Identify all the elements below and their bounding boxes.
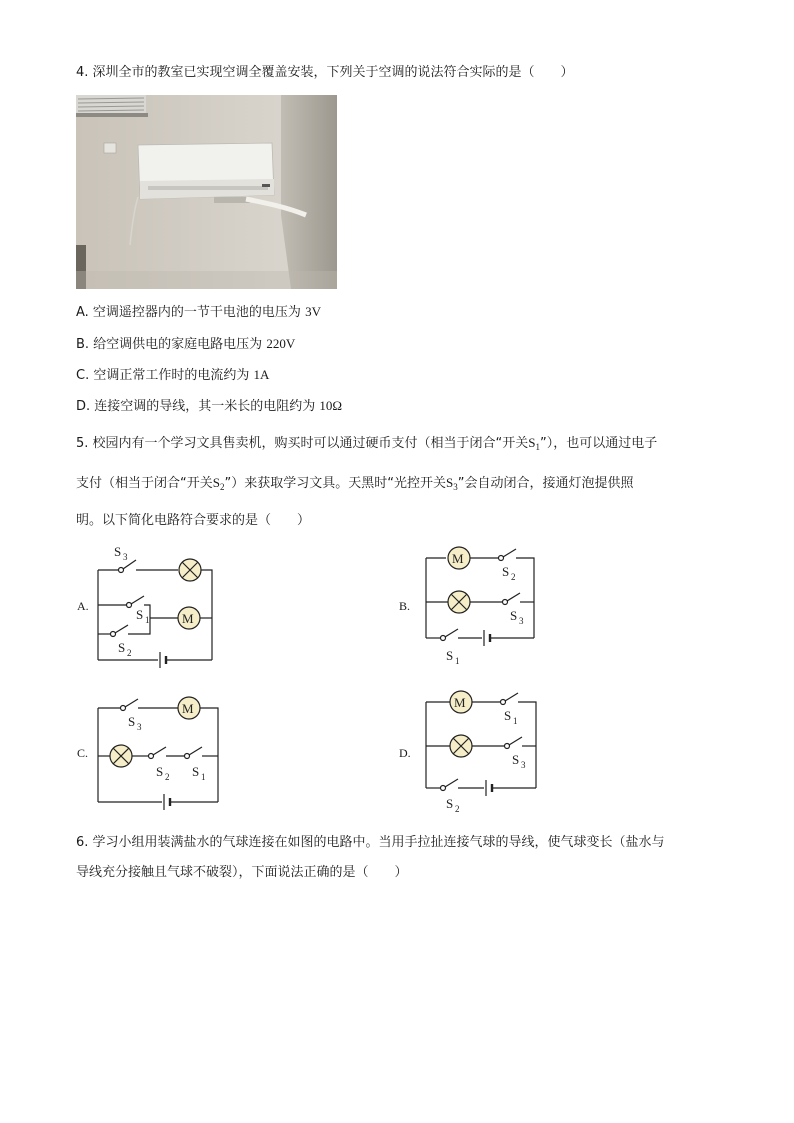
q6-line-2: 导线充分接触且气球不破裂），下面说法正确的是（ ） [76,865,408,880]
q5-text: ”会自动闭合，接通灯泡提供照 [457,476,634,491]
circuit-b-s3-sub: 3 [519,616,524,626]
switch-letter: S [445,475,454,490]
q4-option-a-text: A. 空调遥控器内的一节干电池的电压为 [76,305,301,320]
q5-line-2 [76,474,633,496]
circuit-a [90,540,230,670]
circuit-a-s2-letter: S [118,640,126,655]
circuit-a-motor: M [182,611,194,626]
circuit-b-s3-letter: S [510,608,518,623]
q5-line-3: 明。以下简化电路符合要求的是（ ） [76,513,311,528]
q4-stem: 4. 深圳全市的教室已实现空调全覆盖安装，下列关于空调的说法符合实际的是（ ） [76,65,574,80]
q4-option-d-text: D. 连接空调的导线，其一米长的电阻约为 [76,399,316,414]
q5-text: ”）来获取学习文具。天黑时“光控开关 [224,476,446,491]
circuit-c-s1-sub: 1 [201,772,206,782]
circuit-c-label[interactable]: C. [77,746,89,760]
air-conditioner-photo [76,95,337,289]
circuit-a-s1-letter: S [136,607,144,622]
q4-option-a[interactable] [76,303,321,322]
circuit-c-s2-sub: 2 [165,772,170,782]
switch-sub: 2 [219,482,225,492]
q5-text: 支付（相当于闭合“开关 [76,476,213,491]
q4-option-b[interactable] [76,335,295,354]
circuit-b-label[interactable]: B. [399,599,411,613]
switch-sub: 3 [453,482,458,492]
circuit-a-s2-sub: 2 [127,648,132,658]
circuit-d-s3-sub: 3 [521,760,526,770]
circuit-d-label[interactable]: D. [399,746,411,760]
q5-text: 5. 校园内有一个学习文具售卖机，购买时可以通过硬币支付（相当于闭合“开关 [76,436,529,451]
circuit-d [418,688,548,818]
q4-option-c[interactable] [76,366,269,385]
switch-letter: S [212,475,220,490]
q4-option-d[interactable] [76,397,342,416]
circuit-b-motor: M [452,551,464,566]
circuit-c-s3-sub: 3 [137,722,142,732]
circuit-a-s1-sub: 1 [145,615,150,625]
q4-option-a-value: 3V [305,304,321,319]
q5-line-1 [76,434,657,456]
switch-label-s2 [213,475,225,490]
circuit-b-s1-sub: 1 [455,656,460,666]
circuit-d-s1-sub: 1 [513,716,518,726]
switch-label-s1 [528,435,540,450]
circuit-c-motor: M [182,701,194,716]
q6-line-1: 6. 学习小组用装满盐水的气球连接在如图的电路中。当用手拉扯连接气球的导线，使气球变长（盐水与 [76,835,665,850]
circuit-d-s1-letter: S [504,708,512,723]
circuit-b-s2-letter: S [502,564,510,579]
circuit-d-s2-sub: 2 [455,804,460,814]
circuit-a-label[interactable]: A. [77,599,89,613]
circuit-c-s1-letter: S [192,764,200,779]
circuit-d-motor: M [454,695,466,710]
circuit-b-s2-sub: 2 [511,572,516,582]
circuit-a-s3-sub: 3 [123,552,128,562]
circuit-c-s2-letter: S [156,764,164,779]
circuit-d-s2-letter: S [446,796,454,811]
q4-option-c-value: 1A [253,367,270,382]
q5-text: ”），也可以通过电子 [540,436,658,451]
q4-option-c-text: C. 空调正常工作时的电流约为 [76,368,250,383]
switch-sub: 1 [535,442,541,452]
circuit-b-s1-letter: S [446,648,454,663]
circuit-d-s3-letter: S [512,752,520,767]
switch-letter: S [528,435,536,450]
circuit-b [418,542,548,672]
circuit-c [90,690,230,810]
switch-label-s3 [446,475,458,490]
circuit-c-s3-letter: S [128,714,136,729]
circuit-a-s3-letter: S [114,544,122,559]
q4-option-b-value: 220V [266,336,296,351]
q4-option-d-value: 10Ω [319,398,343,413]
q4-option-b-text: B. 给空调供电的家庭电路电压为 [76,337,263,352]
